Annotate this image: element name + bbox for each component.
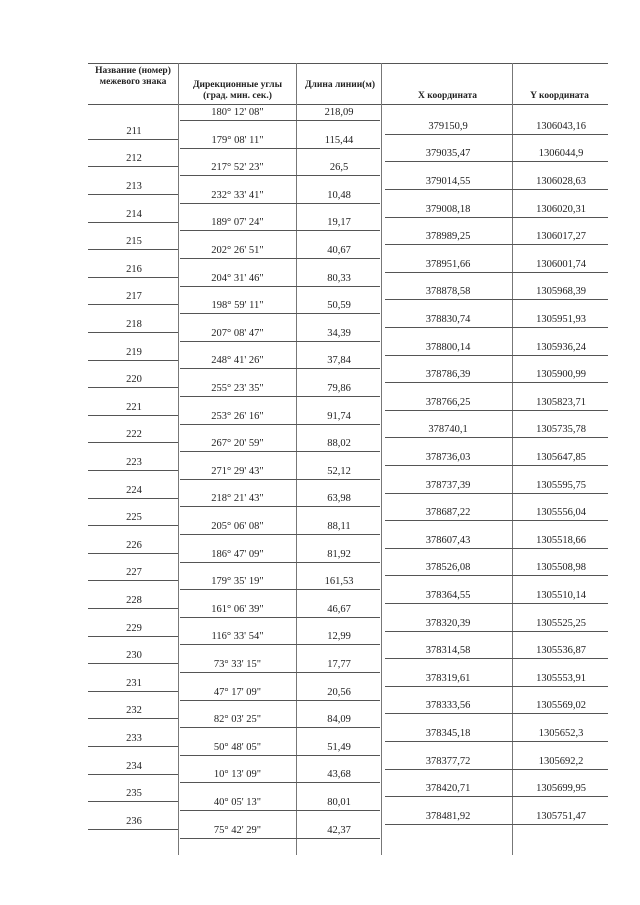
line-length: 19,17 [327, 217, 351, 229]
direction-angle: 161° 06' 39" [211, 603, 264, 615]
line-length: 37,84 [327, 355, 351, 367]
direction-angle: 10° 13' 09" [213, 769, 262, 781]
x-coordinate: 378607,43 [425, 534, 471, 546]
segment-row-line [180, 727, 380, 728]
column-divider [178, 63, 179, 855]
direction-angle: 205° 06' 08" [211, 521, 264, 532]
y-coordinate: 1305569,02 [536, 700, 586, 712]
boundary-point-name: 224 [126, 484, 142, 496]
point-row-line [88, 194, 178, 195]
segment-row-line [180, 148, 380, 149]
x-coordinate: 378320,39 [425, 617, 471, 629]
segment-row-line [180, 396, 380, 397]
coordinate-row-line [385, 465, 608, 466]
boundary-point-name: 228 [126, 595, 142, 606]
segment-row-line [180, 782, 380, 783]
line-length: 50,59 [327, 300, 351, 312]
y-coordinate: 1305900,99 [536, 369, 586, 381]
y-coordinate: 1306043,16 [536, 120, 586, 132]
line-length: 81,92 [327, 548, 351, 560]
x-coordinate: 378951,66 [425, 258, 471, 270]
line-length: 10,48 [327, 189, 351, 201]
header-y: Y координата [530, 91, 589, 101]
coordinate-row-line [385, 437, 608, 438]
coordinate-row-line [385, 686, 608, 687]
boundary-point-name: 211 [126, 125, 142, 137]
coordinate-row-line [385, 631, 608, 632]
line-length: 88,11 [327, 521, 351, 532]
x-coordinate: 378830,74 [425, 314, 471, 325]
direction-angle: 218° 21' 43" [211, 493, 264, 505]
x-coordinate: 378314,58 [425, 645, 471, 657]
coordinate-row-line [385, 272, 608, 273]
line-length: 79,86 [327, 383, 351, 394]
boundary-point-name: 235 [126, 788, 142, 800]
point-row-line [88, 718, 178, 719]
segment-row-line [180, 424, 380, 425]
y-coordinate: 1305525,25 [536, 617, 586, 629]
segment-row-line [180, 230, 380, 231]
coordinate-row-line [385, 713, 608, 714]
segment-row-line [180, 368, 380, 369]
point-row-line [88, 277, 178, 278]
x-coordinate: 378526,08 [425, 562, 471, 574]
direction-angle: 248° 41' 26" [211, 355, 264, 367]
x-coordinate: 378319,61 [425, 672, 471, 684]
y-coordinate: 1306044,9 [538, 148, 584, 160]
point-row-line [88, 387, 178, 388]
segment-row-line [180, 644, 380, 645]
direction-angle: 116° 33' 54" [211, 631, 264, 643]
direction-angle: 186° 47' 09" [211, 548, 264, 560]
coordinate-row-line [385, 382, 608, 383]
point-row-line [88, 553, 178, 554]
direction-angle: 271° 29' 43" [211, 465, 264, 477]
line-length: 115,44 [324, 134, 354, 146]
segment-row-line [180, 700, 380, 701]
table-top-border [88, 63, 608, 64]
line-length: 46,67 [327, 603, 351, 615]
coordinate-row-line [385, 134, 608, 135]
line-length: 17,77 [327, 659, 351, 670]
point-row-line [88, 166, 178, 167]
point-row-line [88, 139, 178, 140]
segment-row-line [180, 838, 380, 839]
y-coordinate: 1305595,75 [536, 479, 586, 491]
line-length: 40,67 [327, 245, 351, 256]
segment-row-line [180, 810, 380, 811]
boundary-point-name: 215 [126, 236, 142, 248]
x-coordinate: 378740,1 [428, 424, 468, 436]
x-coordinate: 378989,25 [425, 231, 471, 243]
column-divider [512, 63, 513, 855]
y-coordinate: 1305699,95 [536, 783, 586, 795]
header-bottom-border [88, 104, 608, 105]
x-coordinate: 378800,14 [425, 341, 471, 353]
segment-row-line [180, 617, 380, 618]
y-coordinate: 1305735,78 [536, 424, 586, 436]
x-coordinate: 378377,72 [425, 755, 471, 767]
coordinate-row-line [385, 410, 608, 411]
point-row-line [88, 829, 178, 830]
boundary-point-name: 230 [126, 650, 142, 662]
x-coordinate: 378687,22 [425, 507, 471, 519]
coordinate-row-line [385, 299, 608, 300]
y-coordinate: 1305556,04 [536, 507, 586, 519]
direction-angle: 255° 23' 35" [211, 383, 264, 394]
boundary-point-name: 222 [126, 429, 142, 441]
coordinate-row-line [385, 161, 608, 162]
x-coordinate: 378364,55 [425, 590, 471, 601]
boundary-point-name: 231 [126, 677, 142, 689]
x-coordinate: 379014,55 [425, 176, 471, 187]
y-coordinate: 1305508,98 [536, 562, 586, 574]
line-length: 63,98 [327, 493, 351, 505]
line-length: 51,49 [327, 741, 351, 753]
y-coordinate: 1305553,91 [536, 672, 586, 684]
x-coordinate: 378878,58 [425, 286, 471, 298]
coordinate-row-line [385, 327, 608, 328]
boundary-point-name: 233 [126, 733, 142, 744]
y-coordinate: 1305692,2 [538, 755, 584, 767]
direction-angle: 179° 08' 11" [211, 134, 264, 146]
direction-angle: 253° 26' 16" [211, 410, 264, 422]
line-length: 20,56 [327, 686, 351, 698]
segment-row-line [180, 258, 380, 259]
line-length: 88,02 [327, 438, 351, 450]
coordinate-row-line [385, 741, 608, 742]
point-row-line [88, 332, 178, 333]
coordinate-row-line [385, 575, 608, 576]
header-length: Длина линии(м) [305, 80, 375, 90]
point-row-line [88, 222, 178, 223]
point-row-line [88, 498, 178, 499]
line-length: 91,74 [327, 410, 351, 422]
boundary-point-name: 219 [126, 346, 142, 358]
coordinate-row-line [385, 244, 608, 245]
x-coordinate: 378736,03 [425, 452, 471, 463]
y-coordinate: 1305968,39 [536, 286, 586, 298]
line-length: 80,01 [327, 797, 351, 808]
y-coordinate: 1305652,3 [538, 728, 584, 739]
boundary-point-name: 223 [126, 457, 142, 468]
boundary-point-name: 220 [126, 374, 142, 386]
line-length: 42,37 [327, 824, 351, 836]
boundary-point-name: 227 [126, 567, 142, 579]
x-coordinate: 378737,39 [425, 479, 471, 491]
coordinate-row-line [385, 548, 608, 549]
boundary-point-name: 214 [126, 208, 142, 220]
point-row-line [88, 801, 178, 802]
y-coordinate: 1305936,24 [536, 341, 586, 353]
direction-angle: 82° 03' 25" [213, 714, 262, 726]
coordinate-row-line [385, 520, 608, 521]
coordinate-row-line [385, 603, 608, 604]
x-coordinate: 378481,92 [425, 810, 471, 822]
header-x: X координата [417, 91, 478, 101]
segment-row-line [180, 589, 380, 590]
segment-row-line [180, 313, 380, 314]
line-length: 52,12 [327, 465, 351, 477]
coordinate-row-line [385, 658, 608, 659]
direction-angle: 217° 52' 23" [211, 162, 264, 174]
direction-angle: 232° 33' 41" [211, 189, 264, 201]
x-coordinate: 378766,25 [425, 396, 471, 408]
coordinate-row-line [385, 824, 608, 825]
column-divider [296, 63, 297, 855]
direction-angle: 47° 17' 09" [213, 686, 262, 698]
line-length: 26,5 [329, 162, 349, 174]
y-coordinate: 1305518,66 [536, 534, 586, 546]
point-row-line [88, 525, 178, 526]
y-coordinate: 1305751,47 [536, 810, 586, 822]
x-coordinate: 378345,18 [425, 728, 471, 739]
direction-angle: 75° 42' 29" [213, 824, 262, 836]
segment-row-line [180, 672, 380, 673]
direction-angle: 73° 33' 15" [213, 659, 262, 670]
x-coordinate: 379008,18 [425, 203, 471, 215]
segment-row-line [180, 286, 380, 287]
x-coordinate: 378786,39 [425, 369, 471, 381]
segment-row-line [180, 755, 380, 756]
line-length: 43,68 [327, 769, 351, 781]
x-coordinate: 379150,9 [428, 120, 468, 132]
segment-row-line [180, 203, 380, 204]
point-row-line [88, 442, 178, 443]
boundary-point-name: 221 [126, 401, 142, 413]
direction-angle: 180° 12' 08" [211, 107, 264, 118]
y-coordinate: 1305951,93 [536, 314, 586, 325]
coordinate-row-line [385, 217, 608, 218]
y-coordinate: 1305510,14 [536, 590, 586, 601]
y-coordinate: 1306028,63 [536, 176, 586, 187]
direction-angle: 202° 26' 51" [211, 245, 264, 256]
segment-row-line [180, 451, 380, 452]
line-length: 12,99 [327, 631, 351, 643]
point-row-line [88, 608, 178, 609]
y-coordinate: 1305823,71 [536, 396, 586, 408]
y-coordinate: 1306020,31 [536, 203, 586, 215]
direction-angle: 207° 08' 47" [211, 327, 264, 339]
segment-row-line [180, 341, 380, 342]
segment-row-line [180, 479, 380, 480]
boundary-point-name: 236 [126, 815, 142, 827]
coordinate-row-line [385, 189, 608, 190]
line-length: 84,09 [327, 714, 351, 726]
direction-angle: 40° 05' 13" [213, 797, 262, 808]
point-row-line [88, 636, 178, 637]
boundary-point-name: 234 [126, 760, 142, 772]
segment-row-line [180, 506, 380, 507]
boundary-point-name: 217 [126, 291, 142, 303]
header-name: Название (номер) межевого знака [95, 66, 171, 87]
x-coordinate: 378420,71 [425, 783, 471, 795]
boundary-point-name: 216 [126, 263, 142, 275]
point-row-line [88, 470, 178, 471]
point-row-line [88, 663, 178, 664]
boundary-point-name: 218 [126, 319, 142, 330]
x-coordinate: 378333,56 [425, 700, 471, 712]
y-coordinate: 1305647,85 [536, 452, 586, 463]
direction-angle: 198° 59' 11" [211, 300, 264, 312]
line-length: 218,09 [324, 107, 354, 118]
coordinate-row-line [385, 796, 608, 797]
point-row-line [88, 360, 178, 361]
boundary-point-name: 212 [126, 153, 142, 165]
point-row-line [88, 304, 178, 305]
boundary-point-name: 229 [126, 622, 142, 634]
boundary-point-name: 232 [126, 705, 142, 717]
boundary-point-name: 213 [126, 181, 142, 192]
x-coordinate: 379035,47 [425, 148, 471, 160]
direction-angle: 189° 07' 24" [211, 217, 264, 229]
segment-row-line [180, 175, 380, 176]
coordinate-row-line [385, 769, 608, 770]
point-row-line [88, 580, 178, 581]
direction-angle: 50° 48' 05" [213, 741, 262, 753]
point-row-line [88, 415, 178, 416]
line-length: 80,33 [327, 272, 351, 284]
segment-row-line [180, 534, 380, 535]
column-divider [381, 63, 382, 855]
direction-angle: 204° 31' 46" [211, 272, 264, 284]
coordinate-row-line [385, 355, 608, 356]
point-row-line [88, 774, 178, 775]
direction-angle: 179° 35' 19" [211, 576, 264, 588]
y-coordinate: 1306017,27 [536, 231, 586, 243]
segment-row-line [180, 562, 380, 563]
coordinate-row-line [385, 493, 608, 494]
header-angle: Дирекционные углы (град. мин. сек.) [193, 80, 282, 101]
line-length: 161,53 [324, 576, 354, 588]
y-coordinate: 1306001,74 [536, 258, 586, 270]
point-row-line [88, 249, 178, 250]
segment-row-line [180, 120, 380, 121]
line-length: 34,39 [327, 327, 351, 339]
point-row-line [88, 746, 178, 747]
direction-angle: 267° 20' 59" [211, 438, 264, 450]
point-row-line [88, 691, 178, 692]
y-coordinate: 1305536,87 [536, 645, 586, 657]
boundary-point-name: 226 [126, 539, 142, 551]
boundary-point-name: 225 [126, 512, 142, 524]
